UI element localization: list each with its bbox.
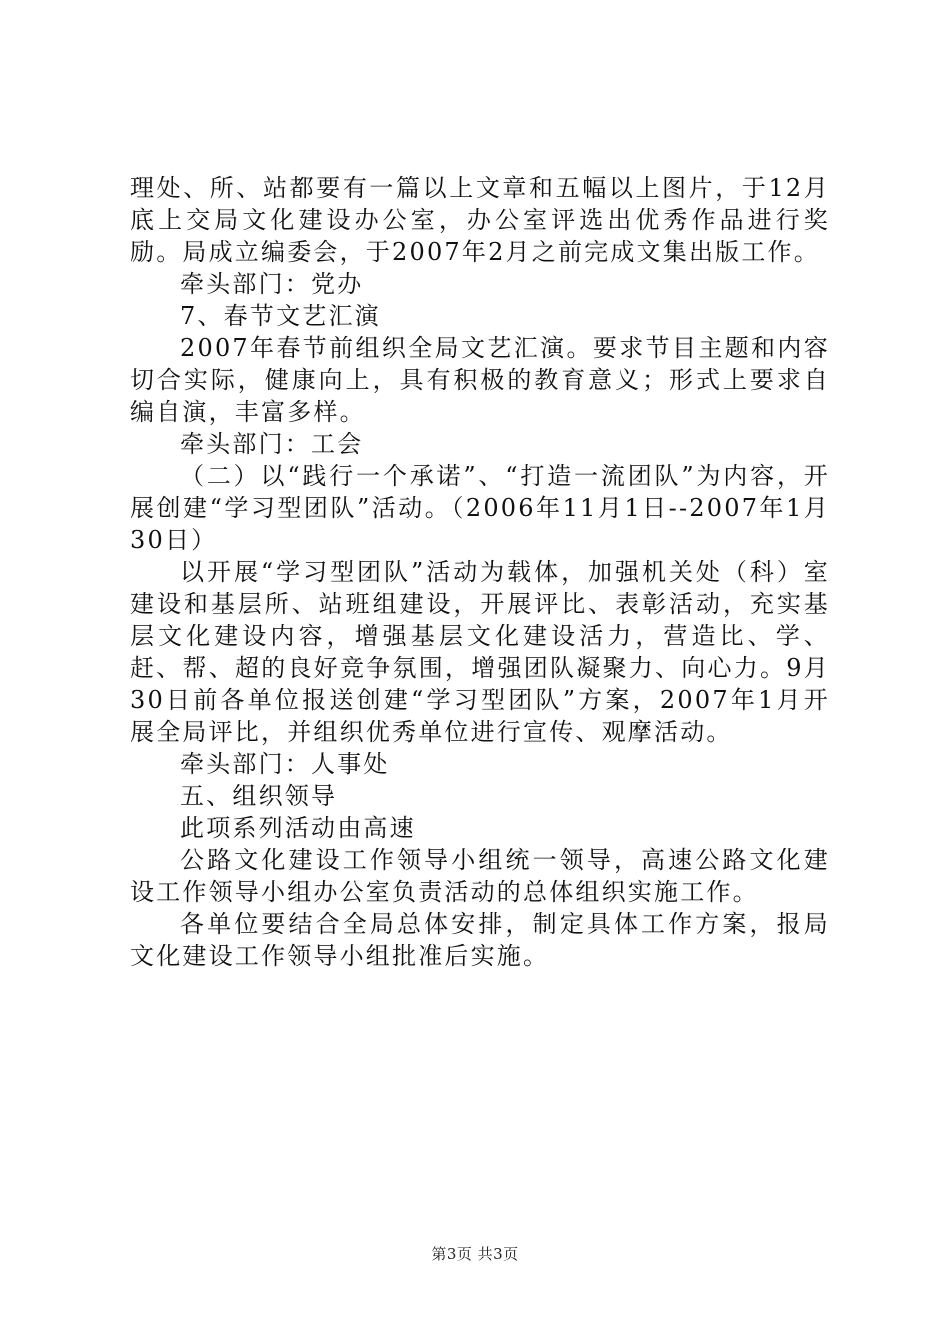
paragraph: 以开展“学习型团队”活动为载体，加强机关处（科）室建设和基层所、站班组建设，开展评比、表彰活动，充实基层文化建设内容，增强基层文化建设活力，营造比、学、赶、帮、超的良好竞争氛围，增强团队凝聚力、向心力。9月30日前各单位报送创建“学习型团队”方案，2007年1月开展全局评比，并组织优秀单位进行宣传、观摩活动。 — [130, 558, 830, 746]
document-body — [130, 172, 830, 972]
section-heading: （二）以“践行一个承诺”、“打造一流团队”为内容，开展创建“学习型团队”活动。（2006年11月1日--2007年1月30日） — [130, 462, 830, 554]
paragraph: 公路文化建设工作领导小组统一领导，高速公路文化建设工作领导小组办公室负责活动的总体组织实施工作。 — [130, 846, 830, 906]
paragraph: 牵头部门：人事处 — [180, 750, 390, 778]
section-heading: 五、组织领导 — [180, 782, 338, 810]
paragraph: 牵头部门：党办 — [180, 270, 364, 298]
page-footer: 第3页 共3页 — [431, 1245, 519, 1263]
paragraph: 此项系列活动由高速 — [180, 814, 416, 842]
paragraph: 2007年春节前组织全局文艺汇演。要求节目主题和内容切合实际，健康向上，具有积极的教育意义；形式上要求自编自演，丰富多样。 — [130, 334, 830, 426]
section-heading: 7、春节文艺汇演 — [180, 302, 381, 330]
paragraph: 牵头部门：工会 — [180, 430, 364, 458]
paragraph: 各单位要结合全局总体安排，制定具体工作方案，报局文化建设工作领导小组批准后实施。 — [130, 910, 830, 970]
paragraph: 理处、所、站都要有一篇以上文章和五幅以上图片，于12月底上交局文化建设办公室，办公室评选出优秀作品进行奖励。局成立编委会，于2007年2月之前完成文集出版工作。 — [130, 174, 830, 266]
